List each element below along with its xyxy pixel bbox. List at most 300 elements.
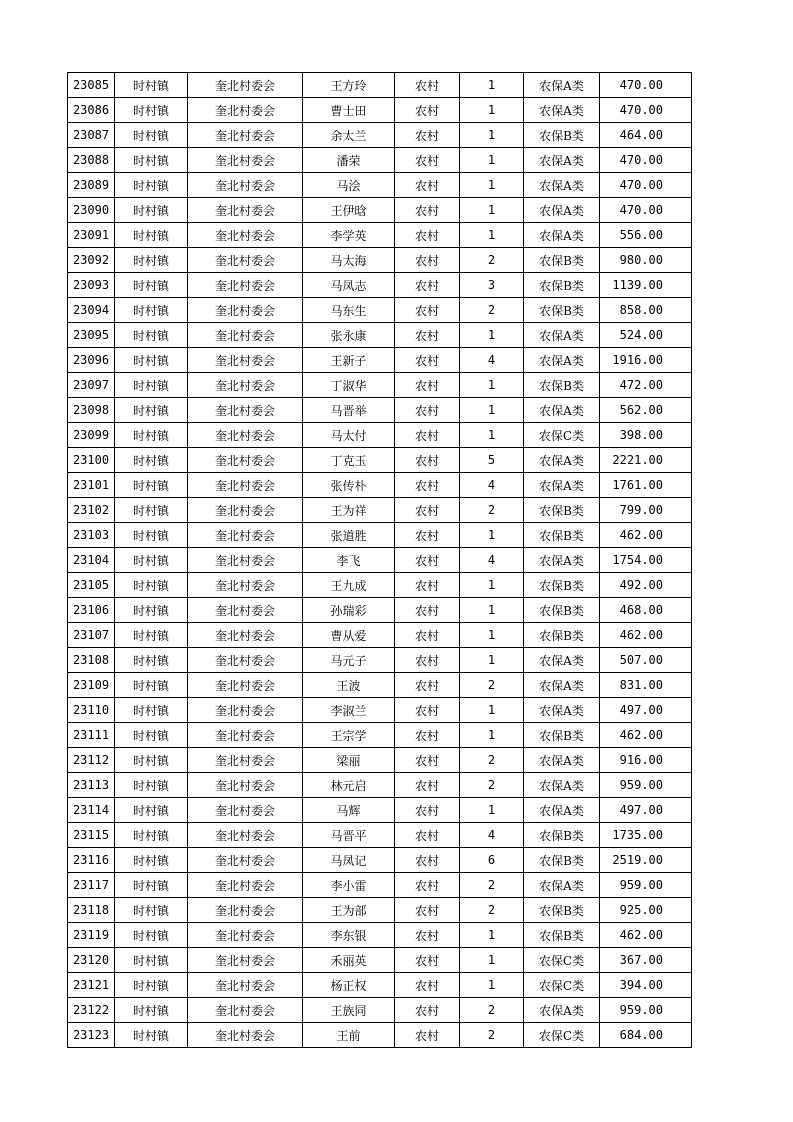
record-id-cell: 23113 [68, 773, 115, 798]
area-type-cell: 农村 [395, 673, 460, 698]
household-size-cell: 1 [460, 923, 524, 948]
area-type-cell: 农村 [395, 748, 460, 773]
household-size-cell: 2 [460, 898, 524, 923]
record-id-cell: 23085 [68, 73, 115, 98]
table-row [68, 723, 692, 748]
category-cell: 农保A类 [524, 198, 600, 223]
table-row [68, 848, 692, 873]
area-type-cell: 农村 [395, 123, 460, 148]
village-committee-cell: 奎北村委会 [188, 348, 303, 373]
amount-cell: 472.00 [600, 373, 692, 398]
table-row [68, 498, 692, 523]
table-row [68, 873, 692, 898]
village-committee-cell: 奎北村委会 [188, 623, 303, 648]
table-row [68, 673, 692, 698]
record-id-cell: 23087 [68, 123, 115, 148]
table-row [68, 548, 692, 573]
record-id-cell: 23088 [68, 148, 115, 173]
area-type-cell: 农村 [395, 73, 460, 98]
name-cell: 余太兰 [303, 123, 395, 148]
household-size-cell: 1 [460, 373, 524, 398]
table-row [68, 823, 692, 848]
household-size-cell: 2 [460, 773, 524, 798]
village-committee-cell: 奎北村委会 [188, 948, 303, 973]
village-committee-cell: 奎北村委会 [188, 773, 303, 798]
area-type-cell: 农村 [395, 648, 460, 673]
household-size-cell: 1 [460, 798, 524, 823]
table-row [68, 998, 692, 1023]
household-size-cell: 1 [460, 398, 524, 423]
category-cell: 农保B类 [524, 373, 600, 398]
category-cell: 农保A类 [524, 148, 600, 173]
amount-cell: 470.00 [600, 73, 692, 98]
town-cell: 时村镇 [115, 923, 188, 948]
amount-cell: 1139.00 [600, 273, 692, 298]
household-size-cell: 1 [460, 698, 524, 723]
name-cell: 孙瑞彩 [303, 598, 395, 623]
category-cell: 农保B类 [524, 273, 600, 298]
record-id-cell: 23100 [68, 448, 115, 473]
amount-cell: 394.00 [600, 973, 692, 998]
table-row [68, 248, 692, 273]
record-id-cell: 23105 [68, 573, 115, 598]
village-committee-cell: 奎北村委会 [188, 473, 303, 498]
town-cell: 时村镇 [115, 598, 188, 623]
table-row [68, 573, 692, 598]
town-cell: 时村镇 [115, 523, 188, 548]
category-cell: 农保A类 [524, 798, 600, 823]
amount-cell: 959.00 [600, 773, 692, 798]
area-type-cell: 农村 [395, 523, 460, 548]
amount-cell: 470.00 [600, 173, 692, 198]
table-row [68, 423, 692, 448]
area-type-cell: 农村 [395, 573, 460, 598]
village-committee-cell: 奎北村委会 [188, 548, 303, 573]
record-id-cell: 23091 [68, 223, 115, 248]
village-committee-cell: 奎北村委会 [188, 923, 303, 948]
record-id-cell: 23104 [68, 548, 115, 573]
table-row [68, 798, 692, 823]
record-id-cell: 23093 [68, 273, 115, 298]
village-committee-cell: 奎北村委会 [188, 823, 303, 848]
category-cell: 农保A类 [524, 873, 600, 898]
town-cell: 时村镇 [115, 473, 188, 498]
town-cell: 时村镇 [115, 423, 188, 448]
table-row [68, 148, 692, 173]
category-cell: 农保A类 [524, 98, 600, 123]
record-id-cell: 23097 [68, 373, 115, 398]
amount-cell: 462.00 [600, 523, 692, 548]
area-type-cell: 农村 [395, 548, 460, 573]
name-cell: 马太海 [303, 248, 395, 273]
amount-cell: 462.00 [600, 923, 692, 948]
records-table-body [68, 73, 692, 1048]
household-size-cell: 2 [460, 673, 524, 698]
name-cell: 马辉 [303, 798, 395, 823]
table-row [68, 123, 692, 148]
area-type-cell: 农村 [395, 248, 460, 273]
area-type-cell: 农村 [395, 723, 460, 748]
village-committee-cell: 奎北村委会 [188, 598, 303, 623]
village-committee-cell: 奎北村委会 [188, 898, 303, 923]
area-type-cell: 农村 [395, 348, 460, 373]
village-committee-cell: 奎北村委会 [188, 1023, 303, 1048]
name-cell: 马元子 [303, 648, 395, 673]
name-cell: 王波 [303, 673, 395, 698]
category-cell: 农保A类 [524, 448, 600, 473]
table-row [68, 948, 692, 973]
household-size-cell: 1 [460, 323, 524, 348]
household-size-cell: 1 [460, 73, 524, 98]
amount-cell: 916.00 [600, 748, 692, 773]
amount-cell: 470.00 [600, 98, 692, 123]
town-cell: 时村镇 [115, 773, 188, 798]
area-type-cell: 农村 [395, 148, 460, 173]
village-committee-cell: 奎北村委会 [188, 798, 303, 823]
name-cell: 马东生 [303, 298, 395, 323]
household-size-cell: 1 [460, 623, 524, 648]
category-cell: 农保A类 [524, 773, 600, 798]
village-committee-cell: 奎北村委会 [188, 223, 303, 248]
name-cell: 李飞 [303, 548, 395, 573]
record-id-cell: 23095 [68, 323, 115, 348]
category-cell: 农保A类 [524, 998, 600, 1023]
household-size-cell: 1 [460, 423, 524, 448]
household-size-cell: 1 [460, 598, 524, 623]
amount-cell: 507.00 [600, 648, 692, 673]
table-row [68, 373, 692, 398]
area-type-cell: 农村 [395, 773, 460, 798]
village-committee-cell: 奎北村委会 [188, 98, 303, 123]
category-cell: 农保A类 [524, 398, 600, 423]
category-cell: 农保A类 [524, 223, 600, 248]
name-cell: 王九成 [303, 573, 395, 598]
category-cell: 农保A类 [524, 473, 600, 498]
village-committee-cell: 奎北村委会 [188, 723, 303, 748]
table-row [68, 623, 692, 648]
area-type-cell: 农村 [395, 848, 460, 873]
village-committee-cell: 奎北村委会 [188, 73, 303, 98]
village-committee-cell: 奎北村委会 [188, 123, 303, 148]
name-cell: 王前 [303, 1023, 395, 1048]
area-type-cell: 农村 [395, 923, 460, 948]
village-committee-cell: 奎北村委会 [188, 298, 303, 323]
village-committee-cell: 奎北村委会 [188, 398, 303, 423]
amount-cell: 925.00 [600, 898, 692, 923]
household-size-cell: 2 [460, 998, 524, 1023]
category-cell: 农保C类 [524, 1023, 600, 1048]
town-cell: 时村镇 [115, 548, 188, 573]
name-cell: 曹士田 [303, 98, 395, 123]
town-cell: 时村镇 [115, 798, 188, 823]
town-cell: 时村镇 [115, 498, 188, 523]
village-committee-cell: 奎北村委会 [188, 673, 303, 698]
town-cell: 时村镇 [115, 123, 188, 148]
town-cell: 时村镇 [115, 323, 188, 348]
household-size-cell: 2 [460, 298, 524, 323]
area-type-cell: 农村 [395, 698, 460, 723]
household-size-cell: 3 [460, 273, 524, 298]
area-type-cell: 农村 [395, 423, 460, 448]
area-type-cell: 农村 [395, 198, 460, 223]
table-row [68, 348, 692, 373]
household-size-cell: 1 [460, 573, 524, 598]
household-size-cell: 1 [460, 123, 524, 148]
record-id-cell: 23096 [68, 348, 115, 373]
record-id-cell: 23101 [68, 473, 115, 498]
category-cell: 农保A类 [524, 648, 600, 673]
record-id-cell: 23121 [68, 973, 115, 998]
area-type-cell: 农村 [395, 373, 460, 398]
name-cell: 马凤志 [303, 273, 395, 298]
amount-cell: 462.00 [600, 623, 692, 648]
town-cell: 时村镇 [115, 398, 188, 423]
village-committee-cell: 奎北村委会 [188, 323, 303, 348]
category-cell: 农保A类 [524, 748, 600, 773]
village-committee-cell: 奎北村委会 [188, 248, 303, 273]
name-cell: 李学英 [303, 223, 395, 248]
town-cell: 时村镇 [115, 98, 188, 123]
area-type-cell: 农村 [395, 823, 460, 848]
town-cell: 时村镇 [115, 998, 188, 1023]
record-id-cell: 23120 [68, 948, 115, 973]
category-cell: 农保C类 [524, 423, 600, 448]
amount-cell: 492.00 [600, 573, 692, 598]
amount-cell: 1735.00 [600, 823, 692, 848]
town-cell: 时村镇 [115, 898, 188, 923]
amount-cell: 858.00 [600, 298, 692, 323]
category-cell: 农保C类 [524, 948, 600, 973]
amount-cell: 524.00 [600, 323, 692, 348]
name-cell: 王宗学 [303, 723, 395, 748]
village-committee-cell: 奎北村委会 [188, 973, 303, 998]
village-committee-cell: 奎北村委会 [188, 373, 303, 398]
amount-cell: 799.00 [600, 498, 692, 523]
record-id-cell: 23119 [68, 923, 115, 948]
table-row [68, 923, 692, 948]
category-cell: 农保B类 [524, 598, 600, 623]
area-type-cell: 农村 [395, 873, 460, 898]
town-cell: 时村镇 [115, 973, 188, 998]
household-size-cell: 1 [460, 723, 524, 748]
name-cell: 林元启 [303, 773, 395, 798]
amount-cell: 684.00 [600, 1023, 692, 1048]
village-committee-cell: 奎北村委会 [188, 848, 303, 873]
table-row [68, 198, 692, 223]
amount-cell: 1761.00 [600, 473, 692, 498]
household-size-cell: 1 [460, 223, 524, 248]
name-cell: 王为祥 [303, 498, 395, 523]
village-committee-cell: 奎北村委会 [188, 273, 303, 298]
table-row [68, 398, 692, 423]
name-cell: 王新子 [303, 348, 395, 373]
household-size-cell: 1 [460, 648, 524, 673]
table-row [68, 648, 692, 673]
amount-cell: 367.00 [600, 948, 692, 973]
amount-cell: 2221.00 [600, 448, 692, 473]
name-cell: 张道胜 [303, 523, 395, 548]
table-row [68, 273, 692, 298]
name-cell: 禾丽英 [303, 948, 395, 973]
record-id-cell: 23112 [68, 748, 115, 773]
category-cell: 农保B类 [524, 623, 600, 648]
record-id-cell: 23108 [68, 648, 115, 673]
household-size-cell: 6 [460, 848, 524, 873]
amount-cell: 959.00 [600, 998, 692, 1023]
category-cell: 农保C类 [524, 973, 600, 998]
name-cell: 马晋平 [303, 823, 395, 848]
record-id-cell: 23109 [68, 673, 115, 698]
area-type-cell: 农村 [395, 598, 460, 623]
name-cell: 丁淑华 [303, 373, 395, 398]
household-size-cell: 1 [460, 198, 524, 223]
amount-cell: 468.00 [600, 598, 692, 623]
amount-cell: 470.00 [600, 198, 692, 223]
town-cell: 时村镇 [115, 648, 188, 673]
town-cell: 时村镇 [115, 248, 188, 273]
record-id-cell: 23086 [68, 98, 115, 123]
household-size-cell: 2 [460, 873, 524, 898]
record-id-cell: 23092 [68, 248, 115, 273]
record-id-cell: 23094 [68, 298, 115, 323]
town-cell: 时村镇 [115, 673, 188, 698]
category-cell: 农保A类 [524, 173, 600, 198]
name-cell: 李淑兰 [303, 698, 395, 723]
area-type-cell: 农村 [395, 448, 460, 473]
category-cell: 农保B类 [524, 123, 600, 148]
record-id-cell: 23123 [68, 1023, 115, 1048]
amount-cell: 464.00 [600, 123, 692, 148]
record-id-cell: 23110 [68, 698, 115, 723]
record-id-cell: 23098 [68, 398, 115, 423]
household-size-cell: 2 [460, 498, 524, 523]
town-cell: 时村镇 [115, 848, 188, 873]
table-row [68, 223, 692, 248]
town-cell: 时村镇 [115, 823, 188, 848]
amount-cell: 1754.00 [600, 548, 692, 573]
town-cell: 时村镇 [115, 623, 188, 648]
town-cell: 时村镇 [115, 298, 188, 323]
name-cell: 马凤记 [303, 848, 395, 873]
town-cell: 时村镇 [115, 948, 188, 973]
name-cell: 潘荣 [303, 148, 395, 173]
area-type-cell: 农村 [395, 998, 460, 1023]
town-cell: 时村镇 [115, 448, 188, 473]
name-cell: 张永康 [303, 323, 395, 348]
town-cell: 时村镇 [115, 73, 188, 98]
amount-cell: 556.00 [600, 223, 692, 248]
village-committee-cell: 奎北村委会 [188, 448, 303, 473]
household-size-cell: 5 [460, 448, 524, 473]
table-row [68, 698, 692, 723]
town-cell: 时村镇 [115, 223, 188, 248]
area-type-cell: 农村 [395, 498, 460, 523]
area-type-cell: 农村 [395, 948, 460, 973]
record-id-cell: 23122 [68, 998, 115, 1023]
table-row [68, 298, 692, 323]
area-type-cell: 农村 [395, 398, 460, 423]
household-size-cell: 1 [460, 948, 524, 973]
table-row [68, 898, 692, 923]
table-row [68, 98, 692, 123]
town-cell: 时村镇 [115, 573, 188, 598]
record-id-cell: 23103 [68, 523, 115, 548]
area-type-cell: 农村 [395, 1023, 460, 1048]
area-type-cell: 农村 [395, 798, 460, 823]
category-cell: 农保B类 [524, 923, 600, 948]
village-committee-cell: 奎北村委会 [188, 498, 303, 523]
record-id-cell: 23115 [68, 823, 115, 848]
area-type-cell: 农村 [395, 898, 460, 923]
area-type-cell: 农村 [395, 473, 460, 498]
town-cell: 时村镇 [115, 148, 188, 173]
town-cell: 时村镇 [115, 348, 188, 373]
household-size-cell: 2 [460, 748, 524, 773]
town-cell: 时村镇 [115, 698, 188, 723]
area-type-cell: 农村 [395, 623, 460, 648]
amount-cell: 497.00 [600, 698, 692, 723]
amount-cell: 398.00 [600, 423, 692, 448]
category-cell: 农保B类 [524, 523, 600, 548]
category-cell: 农保A类 [524, 73, 600, 98]
village-committee-cell: 奎北村委会 [188, 423, 303, 448]
household-size-cell: 4 [460, 548, 524, 573]
category-cell: 农保B类 [524, 723, 600, 748]
name-cell: 马浍 [303, 173, 395, 198]
town-cell: 时村镇 [115, 723, 188, 748]
town-cell: 时村镇 [115, 273, 188, 298]
household-size-cell: 1 [460, 173, 524, 198]
town-cell: 时村镇 [115, 748, 188, 773]
household-size-cell: 2 [460, 1023, 524, 1048]
area-type-cell: 农村 [395, 273, 460, 298]
town-cell: 时村镇 [115, 373, 188, 398]
household-size-cell: 1 [460, 523, 524, 548]
category-cell: 农保B类 [524, 823, 600, 848]
area-type-cell: 农村 [395, 298, 460, 323]
record-id-cell: 23118 [68, 898, 115, 923]
household-size-cell: 4 [460, 473, 524, 498]
village-committee-cell: 奎北村委会 [188, 523, 303, 548]
table-row [68, 448, 692, 473]
household-size-cell: 1 [460, 98, 524, 123]
record-id-cell: 23089 [68, 173, 115, 198]
town-cell: 时村镇 [115, 1023, 188, 1048]
category-cell: 农保B类 [524, 848, 600, 873]
area-type-cell: 农村 [395, 323, 460, 348]
name-cell: 王方玲 [303, 73, 395, 98]
village-committee-cell: 奎北村委会 [188, 198, 303, 223]
category-cell: 农保A类 [524, 548, 600, 573]
village-committee-cell: 奎北村委会 [188, 698, 303, 723]
name-cell: 马太付 [303, 423, 395, 448]
amount-cell: 497.00 [600, 798, 692, 823]
village-committee-cell: 奎北村委会 [188, 648, 303, 673]
records-table [67, 72, 692, 1048]
household-size-cell: 2 [460, 248, 524, 273]
town-cell: 时村镇 [115, 173, 188, 198]
amount-cell: 980.00 [600, 248, 692, 273]
amount-cell: 562.00 [600, 398, 692, 423]
category-cell: 农保A类 [524, 673, 600, 698]
name-cell: 丁克玉 [303, 448, 395, 473]
record-id-cell: 23114 [68, 798, 115, 823]
record-id-cell: 23099 [68, 423, 115, 448]
area-type-cell: 农村 [395, 98, 460, 123]
amount-cell: 462.00 [600, 723, 692, 748]
name-cell: 曹从爱 [303, 623, 395, 648]
area-type-cell: 农村 [395, 223, 460, 248]
